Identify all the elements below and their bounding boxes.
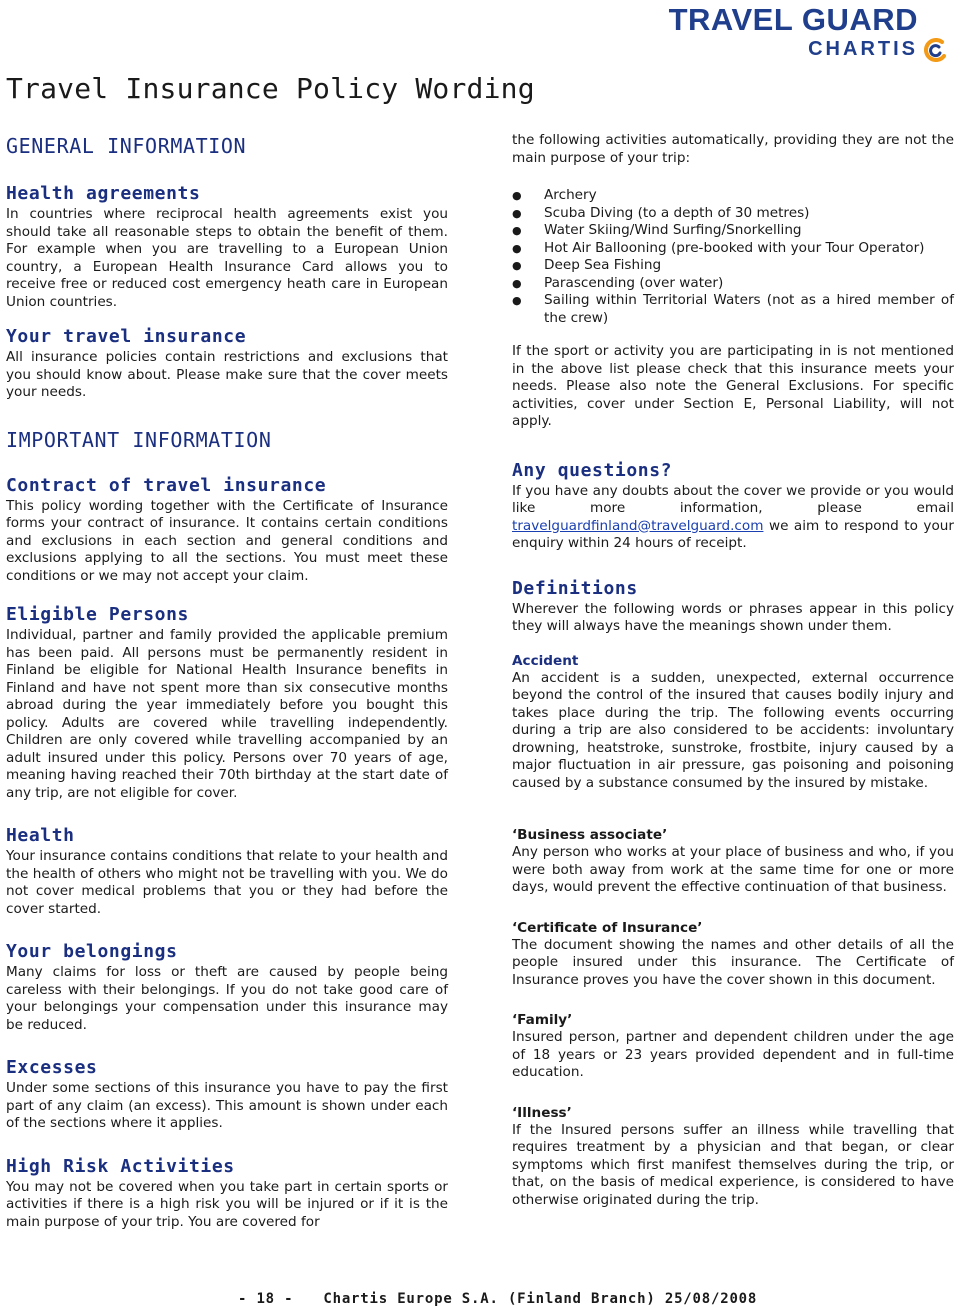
- list-item: ● Sailing within Territorial Waters (not as a hired member of the crew): [512, 292, 954, 326]
- list-item: ● Archery: [512, 187, 597, 203]
- eligible-persons-text: Individual, partner and family provided the applicable premium has been paid. All persons must be permanently resident in Finland be eligible for National Health Insurance benefits in Finland and have not spent more than six consecutive months abroad during the year immediately before you bought this policy. Adults are covered while travelling independently. Children are only covered while travelling accompanied by an adult insured under this policy. Persons over 70 years of age, meaning having reached their 70th birthday at the start date of any trip, are not eligible for cover.: [6, 627, 448, 801]
- your-belongings-text: Many claims for loss or theft are caused by people being careless with their belongings. If you do not take good care of your belongings your compensation under this insurance may be reduced.: [6, 964, 448, 1033]
- definition-term-illness: ‘Illness’: [512, 1104, 572, 1121]
- page-number: - 18 -: [238, 1291, 294, 1307]
- any-questions-heading: Any questions?: [512, 459, 673, 481]
- contact-email-link[interactable]: travelguardfinland@travelguard.com: [512, 517, 764, 534]
- travel-guard-logo: [662, 2, 952, 66]
- health-agreements-text: In countries where reciprocal health agreements exist you should take all reasonable steps to obtain the benefit of them. For example when you are travelling to a European Union country, a European Health Insurance Card allows you to receive free or reduced cost emergency heath care in European Union countries.: [6, 206, 448, 310]
- contract-heading: Contract of travel insurance: [6, 474, 327, 496]
- any-questions-text: If you have any doubts about the cover we provide or you would like more information, please email travelguardfinland@travelguard.com we aim to respond to your enquiry within 24 hours of receipt.: [512, 482, 954, 551]
- list-item: ● Parascending (over water): [512, 274, 724, 291]
- definition-term-family: ‘Family’: [512, 1012, 573, 1028]
- eligible-persons-heading: Eligible Persons: [6, 604, 189, 625]
- general-information-heading: GENERAL INFORMATION: [6, 134, 247, 158]
- excesses-heading: Excesses: [6, 1057, 98, 1078]
- bullet-icon: ●: [512, 189, 522, 202]
- activities-list: [512, 187, 954, 327]
- bullet-icon: ●: [512, 241, 522, 255]
- bullet-icon: ●: [512, 206, 522, 220]
- contract-text: This policy wording together with the Certificate of Insurance forms your contract of insurance. It contains certain conditions and exclusions in each section and general conditions and exclusions applying to all the sections. You must meet these conditions or we may not accept your claim.: [6, 497, 448, 584]
- bullet-icon: ●: [512, 276, 522, 290]
- definition-text-accident: An accident is a sudden, unexpected, external occurrence beyond the control of the insured that causes bodily injury and takes place during the trip. The following events occurring during a trip are also considered to be accidents: involuntary drowning, heatstroke, sunstroke, frostbite, injury caused by a major fluctuation in air pressure, gas poisoning and poisoning caused by a substance consumed by the insured by mistake.: [512, 669, 954, 791]
- important-information-heading: IMPORTANT INFORMATION: [6, 427, 272, 452]
- page-footer: [238, 1291, 757, 1307]
- health-agreements-heading: Health agreements: [6, 183, 201, 204]
- definition-text-family: Insured person, partner and dependent children under the age of 18 years or 23 years provided dependent and in full-time education.: [512, 1029, 954, 1080]
- bullet-icon: ●: [512, 294, 522, 307]
- list-item: ● Hot Air Ballooning (pre-booked with your Tour Operator): [512, 239, 925, 256]
- logo-wordmark: TRAVEL GUARD: [668, 2, 918, 37]
- health-heading: Health: [6, 825, 75, 846]
- bullet-icon: ●: [512, 224, 522, 237]
- left-column: [6, 132, 448, 1231]
- definition-term-certificate: ‘Certificate of Insurance’: [512, 919, 703, 936]
- your-travel-insurance-text: All insurance policies contain restrictions and exclusions that you should know about. Please make sure that the cover meets your needs.: [6, 349, 448, 400]
- list-item: ● Deep Sea Fishing: [512, 257, 662, 273]
- high-risk-activities-heading: High Risk Activities: [6, 1155, 235, 1177]
- right-column: [512, 132, 954, 1209]
- your-travel-insurance-heading: Your travel insurance: [6, 326, 247, 347]
- high-risk-activities-text: You may not be covered when you take part in certain sports or activities if there is a high risk you will be injured or if it is the main purpose of your trip. You are covered for: [6, 1178, 448, 1230]
- footer-company: Chartis Europe S.A. (Finland Branch) 25/08/2008: [323, 1291, 758, 1307]
- list-item: ● Water Skiing/Wind Surfing/Snorkelling: [512, 222, 802, 238]
- definition-term-accident: Accident: [512, 652, 579, 669]
- excesses-text: Under some sections of this insurance you have to pay the first part of any claim (an excess). This amount is shown under each of the sections where it applies.: [6, 1080, 448, 1131]
- activities-intro: the following activities automatically, providing they are not the main purpose of your trip:: [512, 132, 954, 166]
- definitions-heading: Definitions: [512, 577, 638, 599]
- definition-text-certificate: The document showing the names and other details of all the people insured under this insurance. The Certificate of Insurance proves you have the cover shown in this document.: [512, 936, 954, 988]
- definition-text-business-associate: Any person who works at your place of business and who, if you were both away from work at the same time for one or more days, would prevent the effective continuation of that business.: [512, 844, 954, 895]
- bullet-icon: ●: [512, 259, 522, 272]
- definition-text-illness: If the Insured persons suffer an illness while travelling that requires treatment by a physician and that began, or clear symptoms which first manifest themselves during the trip, or that, on the basis of medical experience, is considered to have otherwise originated during the trip.: [512, 1121, 954, 1208]
- logo-subbrand: CHARTIS: [808, 38, 918, 60]
- activity-note: If the sport or activity you are participating in is not mentioned in the above list please check that this insurance meets your needs. Please also note the General Exclusions. For specific activities, cover under Section E, Personal Liability, will not apply.: [512, 343, 954, 429]
- your-belongings-heading: Your belongings: [6, 941, 178, 962]
- definitions-intro: Wherever the following words or phrases appear in this policy they will always have the meanings shown under them.: [512, 600, 954, 634]
- health-text: Your insurance contains conditions that relate to your health and the health of others who might not be travelling with you. We do not cover medical problems that you or they had before the cover started.: [6, 848, 448, 917]
- definition-term-business-associate: ‘Business associate’: [512, 827, 668, 843]
- chartis-swirl-icon: [922, 38, 948, 62]
- document-title: Travel Insurance Policy Wording: [6, 72, 535, 105]
- list-item: ● Scuba Diving (to a depth of 30 metres): [512, 204, 810, 221]
